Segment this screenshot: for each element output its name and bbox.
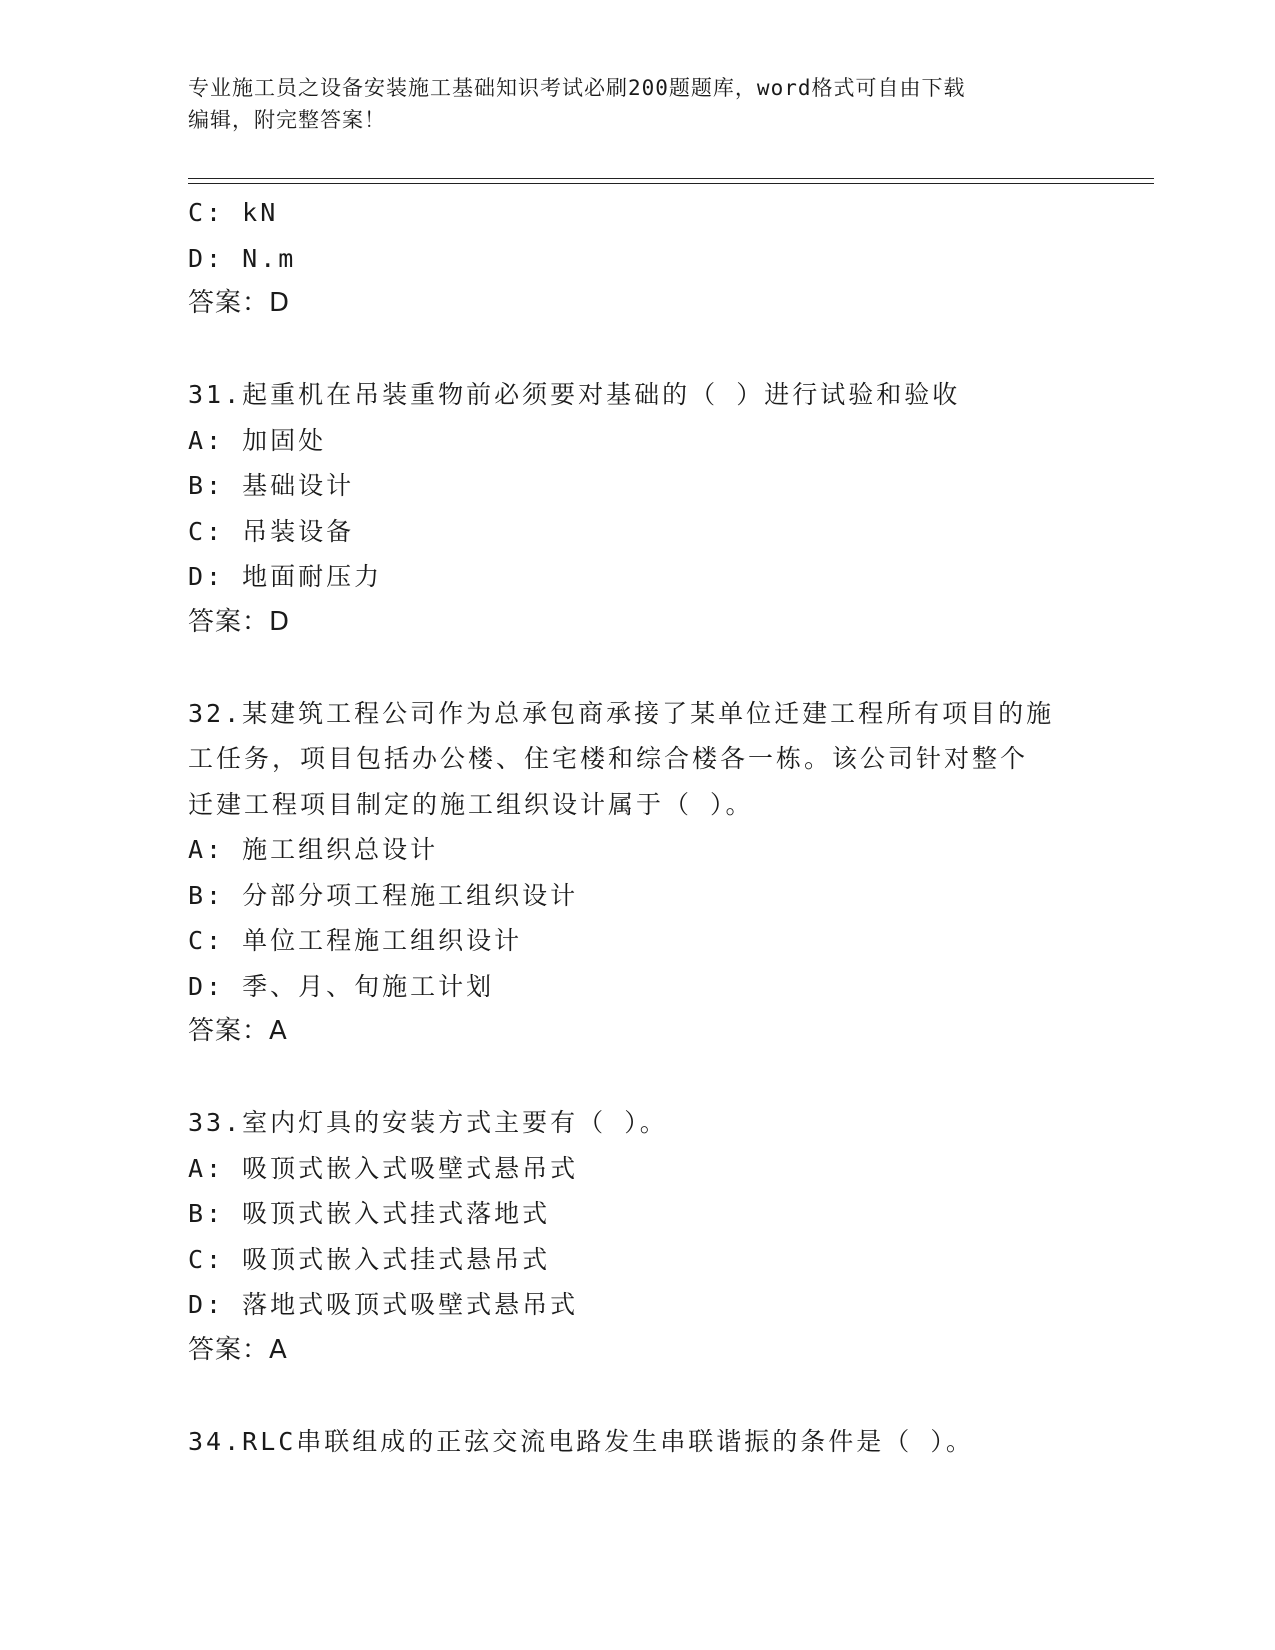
option-d: D: 地面耐压力 (188, 562, 383, 591)
header-line-2: 编辑，附完整答案！ (188, 108, 386, 132)
option-b: B: 分部分项工程施工组织设计 (188, 880, 579, 910)
question-stem: 33.室内灯具的安装方式主要有（ ）。 (188, 1108, 668, 1137)
question-stem: 32.某建筑工程公司作为总承包商承接了某单位迁建工程所有项目的施 (188, 698, 1055, 728)
option-b: B: 吸顶式嵌入式挂式落地式 (188, 1199, 551, 1228)
question-33 (188, 1100, 1088, 1373)
question-32 (188, 691, 1088, 1055)
option-c: C: 吸顶式嵌入式挂式悬吊式 (188, 1244, 551, 1274)
option-d: D: N.m (188, 243, 297, 273)
option-a: A: 加固处 (188, 425, 327, 455)
question-stem: 34.RLC串联组成的正弦交流电路发生串联谐振的条件是（ ）。 (188, 1426, 974, 1456)
answer-line: 答案：D (188, 606, 291, 637)
answer-line: 答案：A (188, 1334, 288, 1365)
option-c: C: 单位工程施工组织设计 (188, 926, 523, 955)
header-line-1: 专业施工员之设备安装施工基础知识考试必刷200题题库，word格式可自由下载 (188, 76, 966, 100)
option-d: D: 季、月、旬施工计划 (188, 971, 495, 1001)
question-stem: 工任务，项目包括办公楼、住宅楼和综合楼各一栋。该公司针对整个 (188, 744, 1029, 773)
header-divider (188, 183, 1154, 184)
answer-line: 答案：D (188, 288, 291, 318)
header-divider (188, 178, 1154, 179)
page-header (188, 72, 1068, 136)
question-34 (188, 1419, 1088, 1465)
option-d: D: 落地式吸顶式吸壁式悬吊式 (188, 1290, 579, 1319)
option-a: A: 吸顶式嵌入式吸壁式悬吊式 (188, 1153, 579, 1183)
option-c: C: kN (188, 198, 279, 227)
previous-question-tail (188, 190, 1088, 327)
option-c: C: 吊装设备 (188, 516, 355, 546)
question-stem: 31.起重机在吊装重物前必须要对基础的（ ）进行试验和验收 (188, 380, 961, 409)
option-b: B: 基础设计 (188, 471, 355, 500)
question-list (188, 190, 1088, 1464)
question-stem: 迁建工程项目制定的施工组织设计属于（ ）。 (188, 789, 754, 819)
answer-line: 答案：A (188, 1016, 288, 1046)
question-31 (188, 372, 1088, 645)
option-a: A: 施工组织总设计 (188, 835, 439, 864)
